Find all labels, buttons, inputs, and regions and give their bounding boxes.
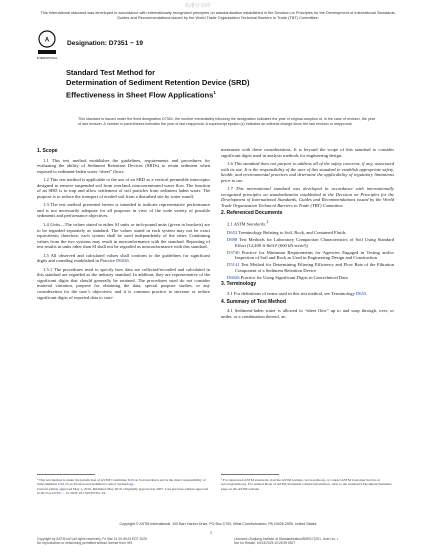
copyright-footer: Copyright © ASTM International, 100 Barr Harbor Drive, PO Box C700, West Conshohocken, PA 19428-2959. United States (119, 522, 317, 526)
para-2-1-label: ASTM Standards: (233, 221, 267, 227)
para-1-7: 1.7 This international standard was developed in accordance with internationally recognized principles on standardization established in the Decision on Principles for the Development of International Standards, Guides and Recommendations issued by the World Trade Organization Technical Barriers to Trade (TBT) Committee. (221, 186, 394, 208)
license-right: Licensee=Zhejiang Institute of Standardization/5059171001, User=xx, r Not for Resale, 04/13/2025 15:28:39 MDT (234, 537, 338, 546)
page-number: 1 (210, 530, 212, 535)
footnote-rule-left (37, 474, 95, 475)
fn1-text-b: on Soil and Rock and is the direct responsibility of Subcommittee (37, 478, 206, 487)
fn2-italic: Annual Book of ASTM Standards (253, 482, 302, 487)
reference-text: Practice for Using Significant Digits in Geotechnical Data (239, 274, 348, 280)
para-3-1-text: 3.1 For definitions of terms used in this test method, see Terminology (227, 291, 356, 297)
para-1-2: 1.2 This test method is applicable to the use of an SRD as a vertical permeable interceptor designed to remove suspended soil from overland, nonconcentrated water flow. The function of an SRD is to trap and allow settlement of soil particles from sediment laden water. The purpose is to reduce the transport of eroded soil from a disturbed site by water runoff. (37, 177, 210, 199)
footnote-edition: Current edition approved May 1, 2019. Published May 2019. Originally approved in 2007. Last previous edition approved in 2013 as D7351 – 13. DOI: 10.1520/D7351-19. (37, 486, 209, 496)
svg-text:A: A (44, 37, 50, 44)
designation: Designation: D7351 − 19 (67, 40, 144, 47)
title-block (66, 68, 366, 100)
link-d698[interactable]: D698 (227, 237, 238, 243)
link-d653-term[interactable]: D653 (355, 291, 367, 297)
footnote-1 (37, 478, 210, 487)
para-1-5-1: 1.5.1 The procedures used to specify how data are collected/recorded and calculated in this standard are regarded as the industry standard. In addition, they are representative of the significant digits that should generally be retained. The procedures used do not consider material variation, purpose for obtaining the data, special purpose studies, or any consideration for the user’s objectives; and it is common practice to increase or reduce significant digits of reported data to com- (37, 266, 210, 300)
para-2-1 (221, 220, 394, 227)
title-line1: Standard Test Method for (66, 68, 155, 77)
footnote-2 (221, 478, 394, 491)
para-3-1 (221, 291, 394, 297)
fn1-text-a: ¹ This test method is under the jurisdiction of ASTM Committee (37, 478, 128, 482)
fn1-text-c: on Erosion and Sediment Control Technology. (68, 482, 135, 487)
para-1-4 (37, 222, 210, 250)
section-terminology-heading: 3. Terminology (221, 281, 257, 288)
para-1-5-text: 1.5 All observed and calculated values shall conform to the guidelines for significant digits and rounding established in Practice (37, 252, 210, 264)
reference-item (221, 275, 394, 281)
reference-item (221, 262, 394, 273)
para-1-5-end: . (128, 258, 130, 264)
reference-item (221, 230, 394, 236)
reference-text: Test Methods for Laboratory Compaction Characteristics of Soil Using Standard Effort (12,400 ft-lbf/ft³ (600 kN-m/m³)) (235, 237, 394, 248)
section-referenced-documents-heading: 2. Referenced Documents (221, 210, 283, 217)
para-1-4-units: Units (50, 222, 61, 228)
standard-note: This standard is issued under the fixed designation D7351; the number immediately following the designation indicates the year of original adoption or, in the case of revision, the year of last revision. A number in parentheses indicates the year of last reapproval. A superscript epsilon (ε) indicates an editorial change since the last revision or reapproval. (78, 117, 376, 126)
link-d6026-ref[interactable]: D6026 (227, 274, 240, 280)
title-footnote-mark: 1 (213, 89, 216, 95)
link-d5141[interactable]: D5141 (227, 262, 240, 268)
left-column (37, 147, 210, 303)
footnotes-left (37, 478, 210, 496)
reference-text: Test Method for Determining Filtering Efficiency and Flow Rate of the Filtration Component of a Sediment Retention Device (235, 262, 394, 273)
para-1-1: 1.1 This test method establishes the guidelines, requirements and procedures for evaluating the ability of Sediment Retention Devices (SRDs) to retain sediment when exposed to sediment-laden water “sheet” flows. (37, 157, 210, 174)
para-1-5 (37, 253, 210, 264)
title-line3-text: Effectiveness in Sheet Flow Applications (66, 90, 214, 100)
reference-item (221, 237, 394, 248)
section-summary-heading: 4. Summary of Test Method (221, 298, 286, 305)
para-2-1-num: 2.1 (227, 221, 234, 227)
para-1-3: 1.3 The test method presented herein is intended to indicate representative performance and is not necessarily adequate for all purposes in view of the wide variety of possible sediments and performance objectives. (37, 202, 210, 219)
reference-text: Practice for Minimum Requirements for Agencies Engaged in Testing and/or Inspection of Soil and Rock as Used in Engineering Design and Construction (235, 249, 394, 261)
para-1-4-num: 1.4 (43, 222, 51, 228)
link-d6026[interactable]: D6026 (116, 258, 129, 264)
footnotes-right (221, 478, 394, 491)
para-1-6: 1.6 This standard does not purport to address all of the safety concerns, if any, associated with its use. It is the responsibility of the user of this standard to establish appropriate safety, health, and environmental practices and determine the applicability of regulatory limitations prior to use. (221, 161, 394, 183)
fn2-text-b: volume information, refer to the standard’s Document Summary page on the ASTM website. (221, 482, 393, 491)
para-continued: mensurate with these considerations. It is beyond the scope of this standard to consider significant digits used in analysis methods for engineering design. (221, 147, 394, 158)
title-line2: Determination of Sediment Retention Device (SRD) (66, 78, 250, 87)
para-2-1-sup: 2 (266, 220, 269, 225)
footnote-rule-right (221, 474, 279, 475)
link-d18[interactable]: D18 (127, 478, 134, 482)
top-note: This international standard was developed in accordance with internationally recognized principles on standardization established in the Decision on Principles for the Development of International Standards, Guides and Recommendations issued by the World Trade Organization Technical Barriers to Trade (TBT) Committee. (40, 10, 396, 20)
link-d18-25[interactable]: D18.25 (58, 482, 69, 487)
astm-logo-icon (38, 30, 56, 60)
para-3-1-end: . (366, 291, 368, 297)
fn2-text-a: ² For referenced ASTM standards, visit the ASTM website, www.astm.org, or contact ASTM Customer Service at service@astm.org. For (221, 478, 381, 487)
para-4-1: 4.1 Sediment-laden water is allowed to “sheet flow” up to and soap through, over, or under, or a combination thereof, an (221, 308, 394, 319)
right-column (221, 147, 394, 322)
logo-text: INTERNATIONAL (36, 57, 58, 60)
link-d653[interactable]: D653 (227, 230, 238, 236)
title-line3 (66, 88, 366, 100)
watermark: 标准分享网 (185, 3, 211, 9)
para-1-4-text: —The values stated in either SI units or inch-pound units (given in brackets) are to be regarded separately as standard. The values stated in each system may not be exact equivalents; therefore, each system shall be used independently of the other. Combining values from the two systems may result in nonconformance with the standard. Reporting of test results in units other than SI shall not be regarded as nonconformance with this standard. (37, 222, 210, 250)
reference-item (221, 250, 394, 261)
section-scope-heading: 1. Scope (37, 148, 58, 154)
link-d3740[interactable]: D3740 (227, 249, 240, 255)
reference-text: Terminology Relating to Soil, Rock, and Contained Fluids (237, 230, 346, 236)
license-left: Copyright by ASTM Int'l (all rights reserved); Fri Mar 14 00:49:24 EDT 2025 No reproduction or networking permitted without license from IHS (37, 537, 147, 546)
